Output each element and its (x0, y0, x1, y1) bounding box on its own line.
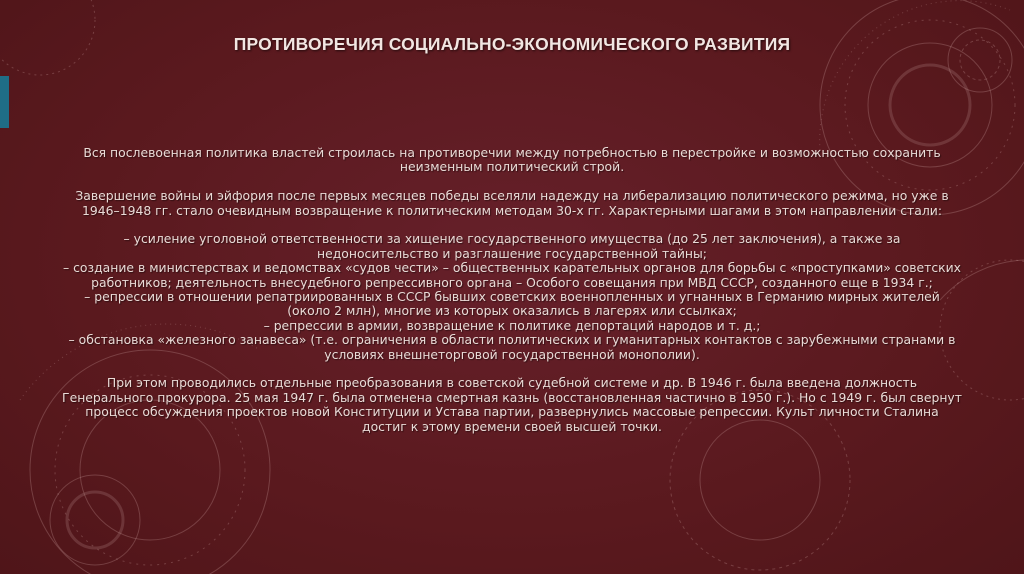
list-item: – репрессии в отношении репатриированных в СССР бывших советских военнопленных и угнанных в Германию мирных жителей (около 2 млн), многие из которых оказались в лагерях или ссылках; (84, 289, 940, 319)
repression-list (62, 232, 962, 362)
paragraph-reforms: При этом проводились отдельные преобразования в советской судебной системе и др. В 1946 г. была введена должность Генерального прокурора. 25 мая 1947 г. была отменена смертная казнь (восстановленная частично в 1950 г.). Но с 1949 г. был свернут процесс обсуждения проектов новой Конституции и Устава партии, развернулись массовые репрессии. Культ личности Сталина достиг к этому времени своей высшей точки. (62, 375, 962, 434)
list-item: – обстановка «железного занавеса» (т.е. ограничения в области политических и гуманитарных контактов с зарубежными странами в условиях внешнеторговой государственной монополии). (68, 332, 956, 362)
list-item: – усиление уголовной ответственности за хищение государственного имущества (до 25 лет заключения), а также за недоносительство и разглашение государственной тайны; (123, 231, 901, 261)
list-item: – создание в министерствах и ведомствах «судов чести» – общественных карательных органов для борьбы с «проступками» советских работников; деятельность внесудебного репрессивного органа – Особого совещания при МВД СССР, созданного еще в 1934 г.; (62, 260, 962, 290)
paragraph-war-end: Завершение войны и эйфория после первых месяцев победы вселяли надежду на либерализацию политического режима, но уже в 1946–1948 гг. стало очевидным возвращение к политическим методам 30-х гг. Характерными шагами в этом направлении стали: (75, 188, 949, 218)
paragraph-intro: Вся послевоенная политика властей строилась на противоречии между потребностью в перестройке и возможностью сохранить неизменным политический строй. (83, 145, 941, 175)
accent-bar (0, 76, 9, 128)
slide-body (62, 146, 962, 448)
slide-title: ПРОТИВОРЕЧИЯ СОЦИАЛЬНО-ЭКОНОМИЧЕСКОГО РАЗВИТИЯ (233, 34, 791, 54)
list-item: – репрессии в армии, возвращение к политике депортаций народов и т. д.; (263, 317, 761, 333)
